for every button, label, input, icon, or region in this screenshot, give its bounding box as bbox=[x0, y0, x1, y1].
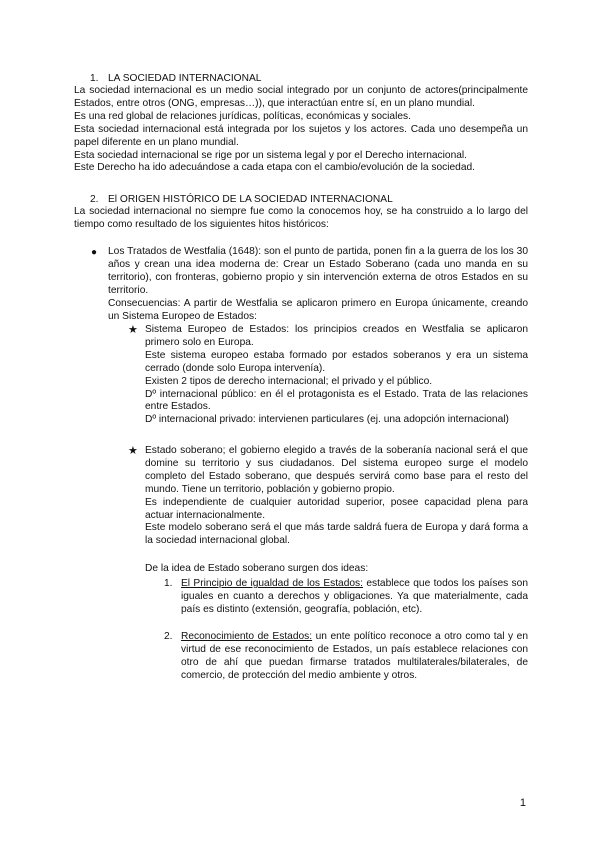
section-1-title: LA SOCIEDAD INTERNACIONAL bbox=[108, 73, 262, 84]
idea-2 bbox=[181, 631, 528, 683]
paragraph: Este modelo soberano será el que más tarde saldrá fuera de Europa y dará forma a la sociedad internacional global. bbox=[145, 522, 528, 547]
section-2-title: El ORIGEN HISTÓRICO DE LA SOCIEDAD INTERNACIONAL bbox=[108, 194, 393, 205]
idea-1 bbox=[181, 578, 528, 617]
ideas-intro bbox=[145, 563, 528, 576]
paragraph: Este sistema europeo estaba formado por estados soberanos y era un sistema cerrado (donde solo Europa intervenía). bbox=[145, 349, 528, 374]
sistema-europeo-lead: Sistema Europeo de Estados: bbox=[145, 324, 290, 335]
paragraph: Esta sociedad internacional se rige por un sistema legal y por el Derecho internacional. bbox=[74, 149, 468, 161]
star-icon: ★ bbox=[128, 445, 138, 457]
westfalia-consequences: Consecuencias: A partir de Westfalia se aplicaron primero en Europa únicamente, creando un Sistema Europeo de Estados: bbox=[108, 297, 528, 322]
section-2-number: 2. bbox=[90, 194, 99, 205]
paragraph: Este Derecho ha ido adecuándose a cada etapa con el cambio/evolución de la sociedad. bbox=[74, 162, 475, 174]
section-1-heading bbox=[90, 72, 261, 85]
idea-2-lead: Reconocimiento de Estados: bbox=[181, 631, 313, 642]
paragraph: Dº internacional público: en él el protagonista es el Estado. Trata de las relaciones entre Estados. bbox=[145, 388, 528, 413]
section-1-number: 1. bbox=[90, 73, 99, 84]
sistema-europeo-item bbox=[145, 324, 528, 427]
paragraph: La sociedad internacional no siempre fue como la conocemos hoy, se ha construido a lo largo del tiempo como resultado de los siguientes hitos históricos: bbox=[74, 206, 528, 230]
page-number: 1 bbox=[519, 797, 526, 809]
idea-2-text: un ente político reconoce a otro como tal y en virtud de ese reconocimiento de Estados, un país establece relaciones con otro de ahí que puedan firmarse tratados multilaterales/bilaterales, de comercio, de protección del medio ambiente y otros. bbox=[181, 631, 528, 681]
idea-1-text: establece que todos los países son iguales en cuanto a derechos y obligaciones. Ya que materialmente, cada país es distinto (extensión, geografía, población, etc). bbox=[181, 578, 528, 615]
star-icon: ★ bbox=[128, 324, 138, 336]
paragraph: Es una red global de relaciones jurídicas, políticas, económicas y sociales. bbox=[74, 110, 411, 122]
idea-1-paragraph bbox=[181, 578, 528, 617]
westfalia-paragraph bbox=[108, 246, 528, 298]
westfalia-item bbox=[108, 246, 528, 323]
paragraph: Es independiente de cualquier autoridad superior, posee capacidad plena para actuar internacionalmente. bbox=[145, 496, 528, 521]
westfalia-text: son el punto de partida, ponen fin a la guerra de los los 30 años y crean una idea moderna de: Crear un Estado Soberano (cada uno manda en su territorio), con fronteras, gobierno propio y sin intervención externa de otros Estados en su territorio. bbox=[108, 246, 528, 296]
section-2-heading bbox=[90, 193, 393, 206]
estado-soberano-item bbox=[145, 445, 528, 548]
bullet-icon: ● bbox=[91, 247, 98, 258]
sistema-europeo-text: los principios creados en Westfalia se aplicaron primero solo en Europa. bbox=[145, 324, 529, 348]
paragraph: La sociedad internacional es un medio social integrado por un conjunto de actores(principalmente Estados, entre otros (ONG, empresas…)), que interactúan entre sí, en un plano mundial. bbox=[74, 85, 528, 109]
idea-1-number: 1. bbox=[164, 578, 173, 589]
section-2-intro bbox=[74, 206, 528, 232]
paragraph: Existen 2 tipos de derecho internacional; el privado y el público. bbox=[145, 375, 433, 387]
paragraph: De la idea de Estado soberano surgen dos ideas: bbox=[145, 563, 369, 574]
estado-soberano-lead: Estado soberano bbox=[145, 445, 223, 456]
estado-soberano-paragraph bbox=[145, 445, 528, 497]
estado-soberano-text: ; el gobierno elegido a través de la soberanía nacional será el que domine su territorio y sus ciudadanos. Del sistema europeo surge el modelo completo del Estado soberano, que después servirá como base para el resto del mundo. Tiene un territorio, población y gobierno propio. bbox=[145, 445, 529, 495]
paragraph: Dº internacional privado: intervienen particulares (ej. una adopción internacional) bbox=[145, 414, 509, 426]
sistema-europeo-paragraph bbox=[145, 324, 528, 350]
section-1-body bbox=[74, 85, 528, 175]
westfalia-lead: Los Tratados de Westfalia (1648): bbox=[108, 246, 262, 257]
idea-1-lead: El Principio de igualdad de los Estados: bbox=[181, 578, 363, 589]
idea-2-paragraph bbox=[181, 631, 528, 683]
paragraph: Esta sociedad internacional está integrada por los sujetos y los actores. Cada uno desempeña un papel diferente en un plano mundial. bbox=[74, 123, 528, 148]
idea-2-number: 2. bbox=[164, 631, 173, 642]
